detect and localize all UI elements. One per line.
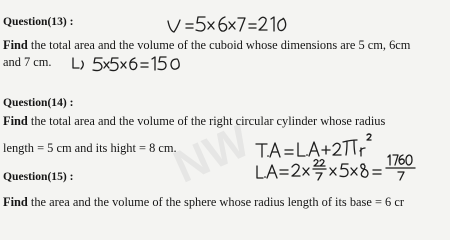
- question-15-text: the area and the volume of the sphere whose radius length of its base = 6 cr: [27, 195, 404, 209]
- question-13-heading: Question(13) :: [3, 15, 74, 28]
- handwriting-q14-total-area: [256, 134, 371, 157]
- question-15-find: Find: [3, 195, 28, 209]
- handwriting-q14-lateral-area: [257, 155, 415, 180]
- question-13-text-line2: and 7 cm.: [3, 55, 52, 69]
- question-14-heading: Question(14) :: [3, 96, 74, 109]
- question-14-text-line2: length = 5 cm and its hight = 8 cm.: [3, 141, 177, 155]
- question-14-find: Find: [3, 114, 28, 128]
- svg-text:NW: NW: [165, 113, 258, 193]
- handwriting-q13-volume: [168, 17, 286, 32]
- question-14-text: the total area and the volume of the right circular cylinder whose radius: [27, 114, 386, 128]
- question-15-heading: Question(15) :: [3, 170, 74, 183]
- handwriting-q13-area: [73, 57, 179, 71]
- question-13-find: Find: [3, 38, 28, 52]
- question-13-text: the total area and the volume of the cuboid whose dimensions are 5 cm, 6cm: [27, 38, 411, 52]
